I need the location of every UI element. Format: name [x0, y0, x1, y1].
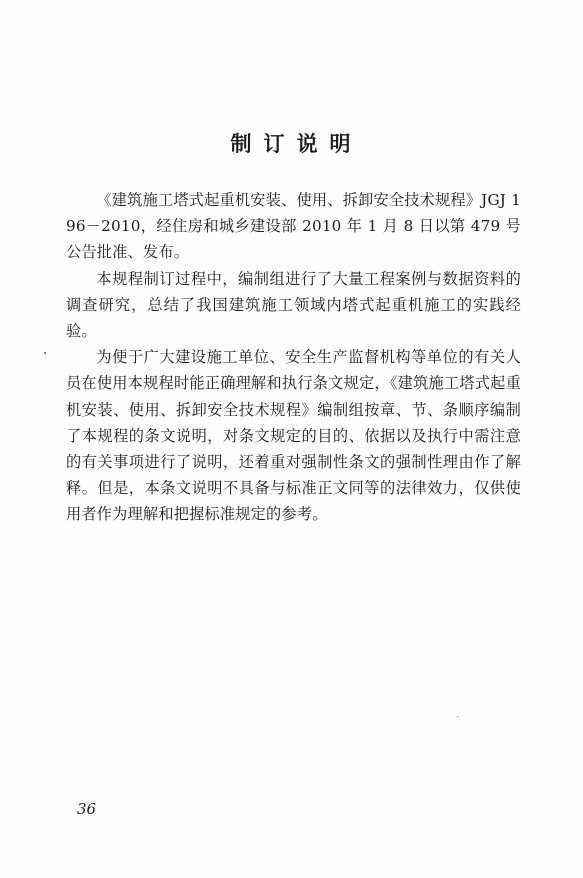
paragraph-1: 《建筑施工塔式起重机安装、使用、拆卸安全技术规程》JGJ 196－2010，经住房和城乡建设部 2010 年 1 月 8 日以第 479 号公告批准、发布。 [66, 191, 521, 262]
page-title: 制订说明 [230, 131, 363, 156]
scan-speck [44, 352, 46, 354]
page-number: 36 [77, 800, 97, 818]
paragraph-2: 本规程制订过程中，编制组进行了大量工程案例与数据资料的调查研究，总结了我国建筑施工领域内塔式起重机施工的实践经验。 [66, 269, 521, 341]
paragraph-3: 为便于广大建设施工单位、安全生产监督机构等单位的有关人员在使用本规程时能正确理解和执行条文规定，《建筑施工塔式起重机安装、使用、拆卸安全技术规程》编制组按章、节、条顺序编制了本规程的条文说明，对条文规定的目的、依据以及执行中需注意的有关事项进行了说明，还着重对强制性条文的强制性理由作了解释。但是，本条文说明不具备与标准正文同等的法律效力，仅供使用者作为理解和把握标准规定的参考。 [66, 348, 521, 524]
body-text [66, 187, 521, 528]
scan-speck [457, 716, 458, 717]
